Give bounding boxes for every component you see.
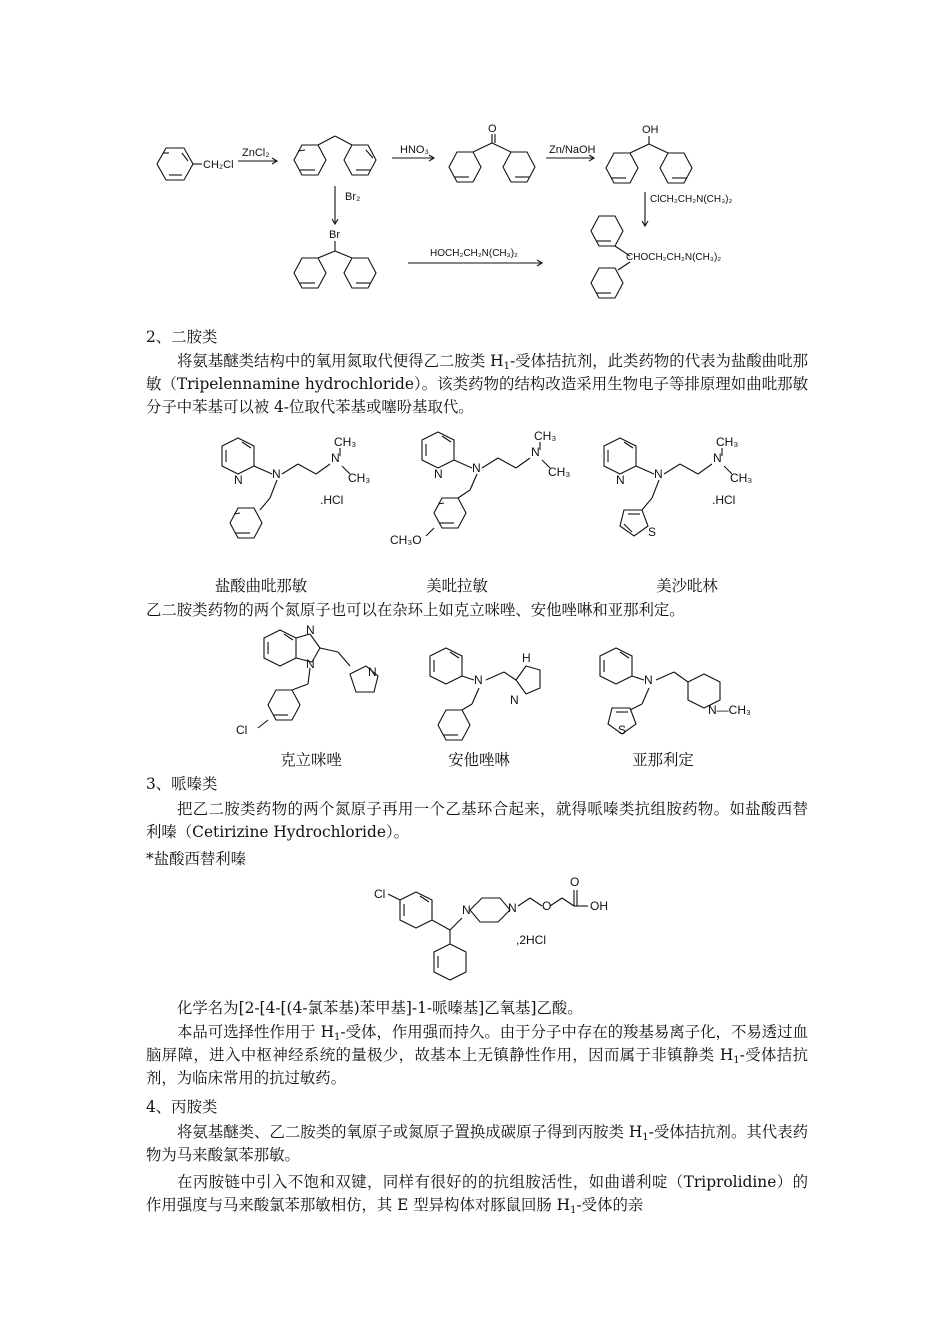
mol3-hcl: .HCl — [712, 493, 736, 507]
clemizole-pyrrolidine-n: N — [368, 665, 377, 679]
label-hoch2ch2n: HOCH₂CH₂N(CH₃)₂ — [430, 248, 518, 259]
label-clch2ch2n: ClCH₂CH₂N(CH₃)₂ — [650, 194, 733, 205]
clemizole-cl: Cl — [236, 723, 248, 737]
cetirizine-structure — [370, 872, 630, 990]
mol1-ch3-top: CH₃ — [334, 435, 357, 449]
section-2-p1-part-a: 将氨基醚类结构中的氧用氮取代便得乙二胺类 H — [177, 352, 504, 370]
section-3-subheading: *盐酸西替利嗪 — [146, 850, 247, 868]
subscript-1: 1 — [733, 1055, 740, 1066]
label-br: Br — [329, 229, 340, 241]
cetirizine-n4: N — [508, 901, 517, 915]
mol3-thiophene-s: S — [648, 525, 657, 539]
section-2-p1-part-b: -受体拮抗剂，此类药物的代表为盐酸曲吡那敏（Tripelennamine hydrochloride）。该类药物的结构改造采用生物电子等排原理如曲吡那敏分子中苯基可以被 4-位取代苯基或噻吩基取代。 — [146, 352, 808, 416]
cetirizine-svg — [370, 872, 630, 990]
section-4-p2-part-a: 在丙胺链中引入不饱和双键，同样有很好的的抗组胺活性，如曲谱利啶（Triprolidine）的作用强度与马来酸氯苯那敏相仿，其 E 型异构体对豚鼠回肠 H — [146, 1173, 808, 1214]
label-br2: Br₂ — [345, 191, 361, 203]
label-zncl2: ZnCl₂ — [242, 147, 270, 159]
section-3-chemical-name: 化学名为[2-[4-[(4-氯苯基)苯甲基]-1-哌嗪基]乙氧基]乙酸。 — [177, 999, 583, 1017]
section-4-p2-part-b: -受体的亲 — [576, 1196, 644, 1214]
antazoline-nh: H — [522, 651, 531, 665]
caption-thenalidine: 亚那利定 — [632, 751, 694, 769]
section-3-heading: 3、哌嗪类 — [146, 775, 218, 793]
mol2-dimethyl-n: N — [531, 445, 540, 459]
cetirizine-2hcl: ,2HCl — [516, 933, 547, 947]
label-zn-naoh: Zn/NaOH — [549, 144, 596, 156]
label-carbonyl-o: O — [488, 123, 497, 135]
subscript-1: 1 — [642, 1132, 649, 1143]
mol2-amine-n: N — [472, 461, 481, 475]
section-3-paragraph-3 — [146, 1021, 808, 1090]
section-4-paragraph-2 — [146, 1171, 808, 1217]
caption-antazoline: 安他唑啉 — [448, 751, 510, 769]
section-2-paragraph-2: 乙二胺类药物的两个氮原子也可以在杂环上如克立咪唑、安他唑啉和亚那利定。 — [146, 601, 685, 619]
cetirizine-n1: N — [462, 903, 471, 917]
subscript-1: 1 — [503, 361, 510, 372]
caption-methapyrilene: 美沙吡林 — [656, 577, 718, 595]
synthesis-scheme-svg — [130, 118, 810, 308]
cetirizine-cl: Cl — [374, 887, 386, 901]
section-3-p3-part-b: -受体，作用强而持久。由于分子中存在的羧基易离子化，不易透过血脑屏障，进入中枢神经系统的量极少，故基本上无镇静性作用，因而属于非镇静类 H — [146, 1023, 808, 1064]
label-ch2cl: CH₂Cl — [203, 159, 234, 171]
mol1-pyridine-n: N — [234, 473, 243, 487]
mol2-methoxy: CH₃O — [390, 533, 422, 547]
antazoline-n: N — [474, 673, 483, 687]
mol3-ch3-right: CH₃ — [730, 471, 753, 485]
thenalidine-s: S — [618, 723, 627, 737]
label-hno3: HNO₃ — [400, 144, 429, 156]
cetirizine-ether-o: O — [542, 899, 552, 913]
section-4-p1-part-b: -受体拮抗剂。其代表药物为马来酸氯苯那敏。 — [146, 1123, 808, 1164]
mol2-ch3-right: CH₃ — [548, 465, 571, 479]
mol2-ch3-top: CH₃ — [534, 429, 557, 443]
caption-clemizole: 克立咪唑 — [280, 751, 342, 769]
section-4-paragraph-1 — [146, 1121, 808, 1167]
mol3-ch3-top: CH₃ — [716, 435, 739, 449]
subscript-1: 1 — [334, 1032, 341, 1043]
mol3-dimethyl-n: N — [713, 451, 722, 465]
section-2-heading: 2、二胺类 — [146, 328, 218, 346]
mol1-hcl: .HCl — [320, 493, 344, 507]
section-4-p1-part-a: 将氨基醚类、乙二胺类的氧原子或氮原子置换成碳原子得到丙胺类 H — [177, 1123, 643, 1141]
thenalidine-n-ch3: N—CH₃ — [708, 703, 751, 717]
mol3-amine-n: N — [654, 467, 663, 481]
ethylenediamine-structures — [200, 428, 800, 558]
subscript-1: 1 — [570, 1205, 577, 1216]
heterocycle-svg — [230, 624, 770, 748]
cetirizine-carbonyl-o: O — [570, 875, 580, 889]
mol1-dimethyl-n: N — [331, 451, 340, 465]
section-2-paragraph-1 — [146, 350, 808, 419]
heterocycle-structures — [230, 624, 770, 748]
clemizole-n1: N — [306, 657, 315, 671]
cetirizine-oh: OH — [590, 899, 608, 913]
section-3-p3-part-a: 本品可选择性作用于 H — [177, 1023, 335, 1041]
clemizole-n3: N — [306, 624, 315, 637]
mol1-ch3-right: CH₃ — [348, 471, 371, 485]
caption-tripelennamine: 盐酸曲吡那敏 — [214, 577, 308, 595]
section-3-p3-part-c: -受体拮抗剂，为临床常用的抗过敏药。 — [146, 1046, 808, 1087]
mol1-amine-n: N — [272, 467, 281, 481]
thenalidine-n: N — [644, 673, 653, 687]
mol2-pyridine-n: N — [434, 467, 443, 481]
ethylenediamine-svg — [200, 428, 800, 558]
caption-mepyramine: 美吡拉敏 — [426, 577, 488, 595]
mol3-pyridine-n: N — [616, 473, 625, 487]
antazoline-n2: N — [510, 693, 519, 707]
label-oh: OH — [642, 124, 659, 136]
synthesis-scheme — [130, 118, 810, 308]
label-product-chain: CHOCH₂CH₂N(CH₃)₂ — [626, 252, 722, 263]
section-3-paragraph-1: 把乙二胺类药物的两个氮原子再用一个乙基环合起来，就得哌嗪类抗组胺药物。如盐酸西替利嗪（Cetirizine Hydrochloride）。 — [146, 800, 808, 841]
section-4-heading: 4、丙胺类 — [146, 1098, 218, 1116]
